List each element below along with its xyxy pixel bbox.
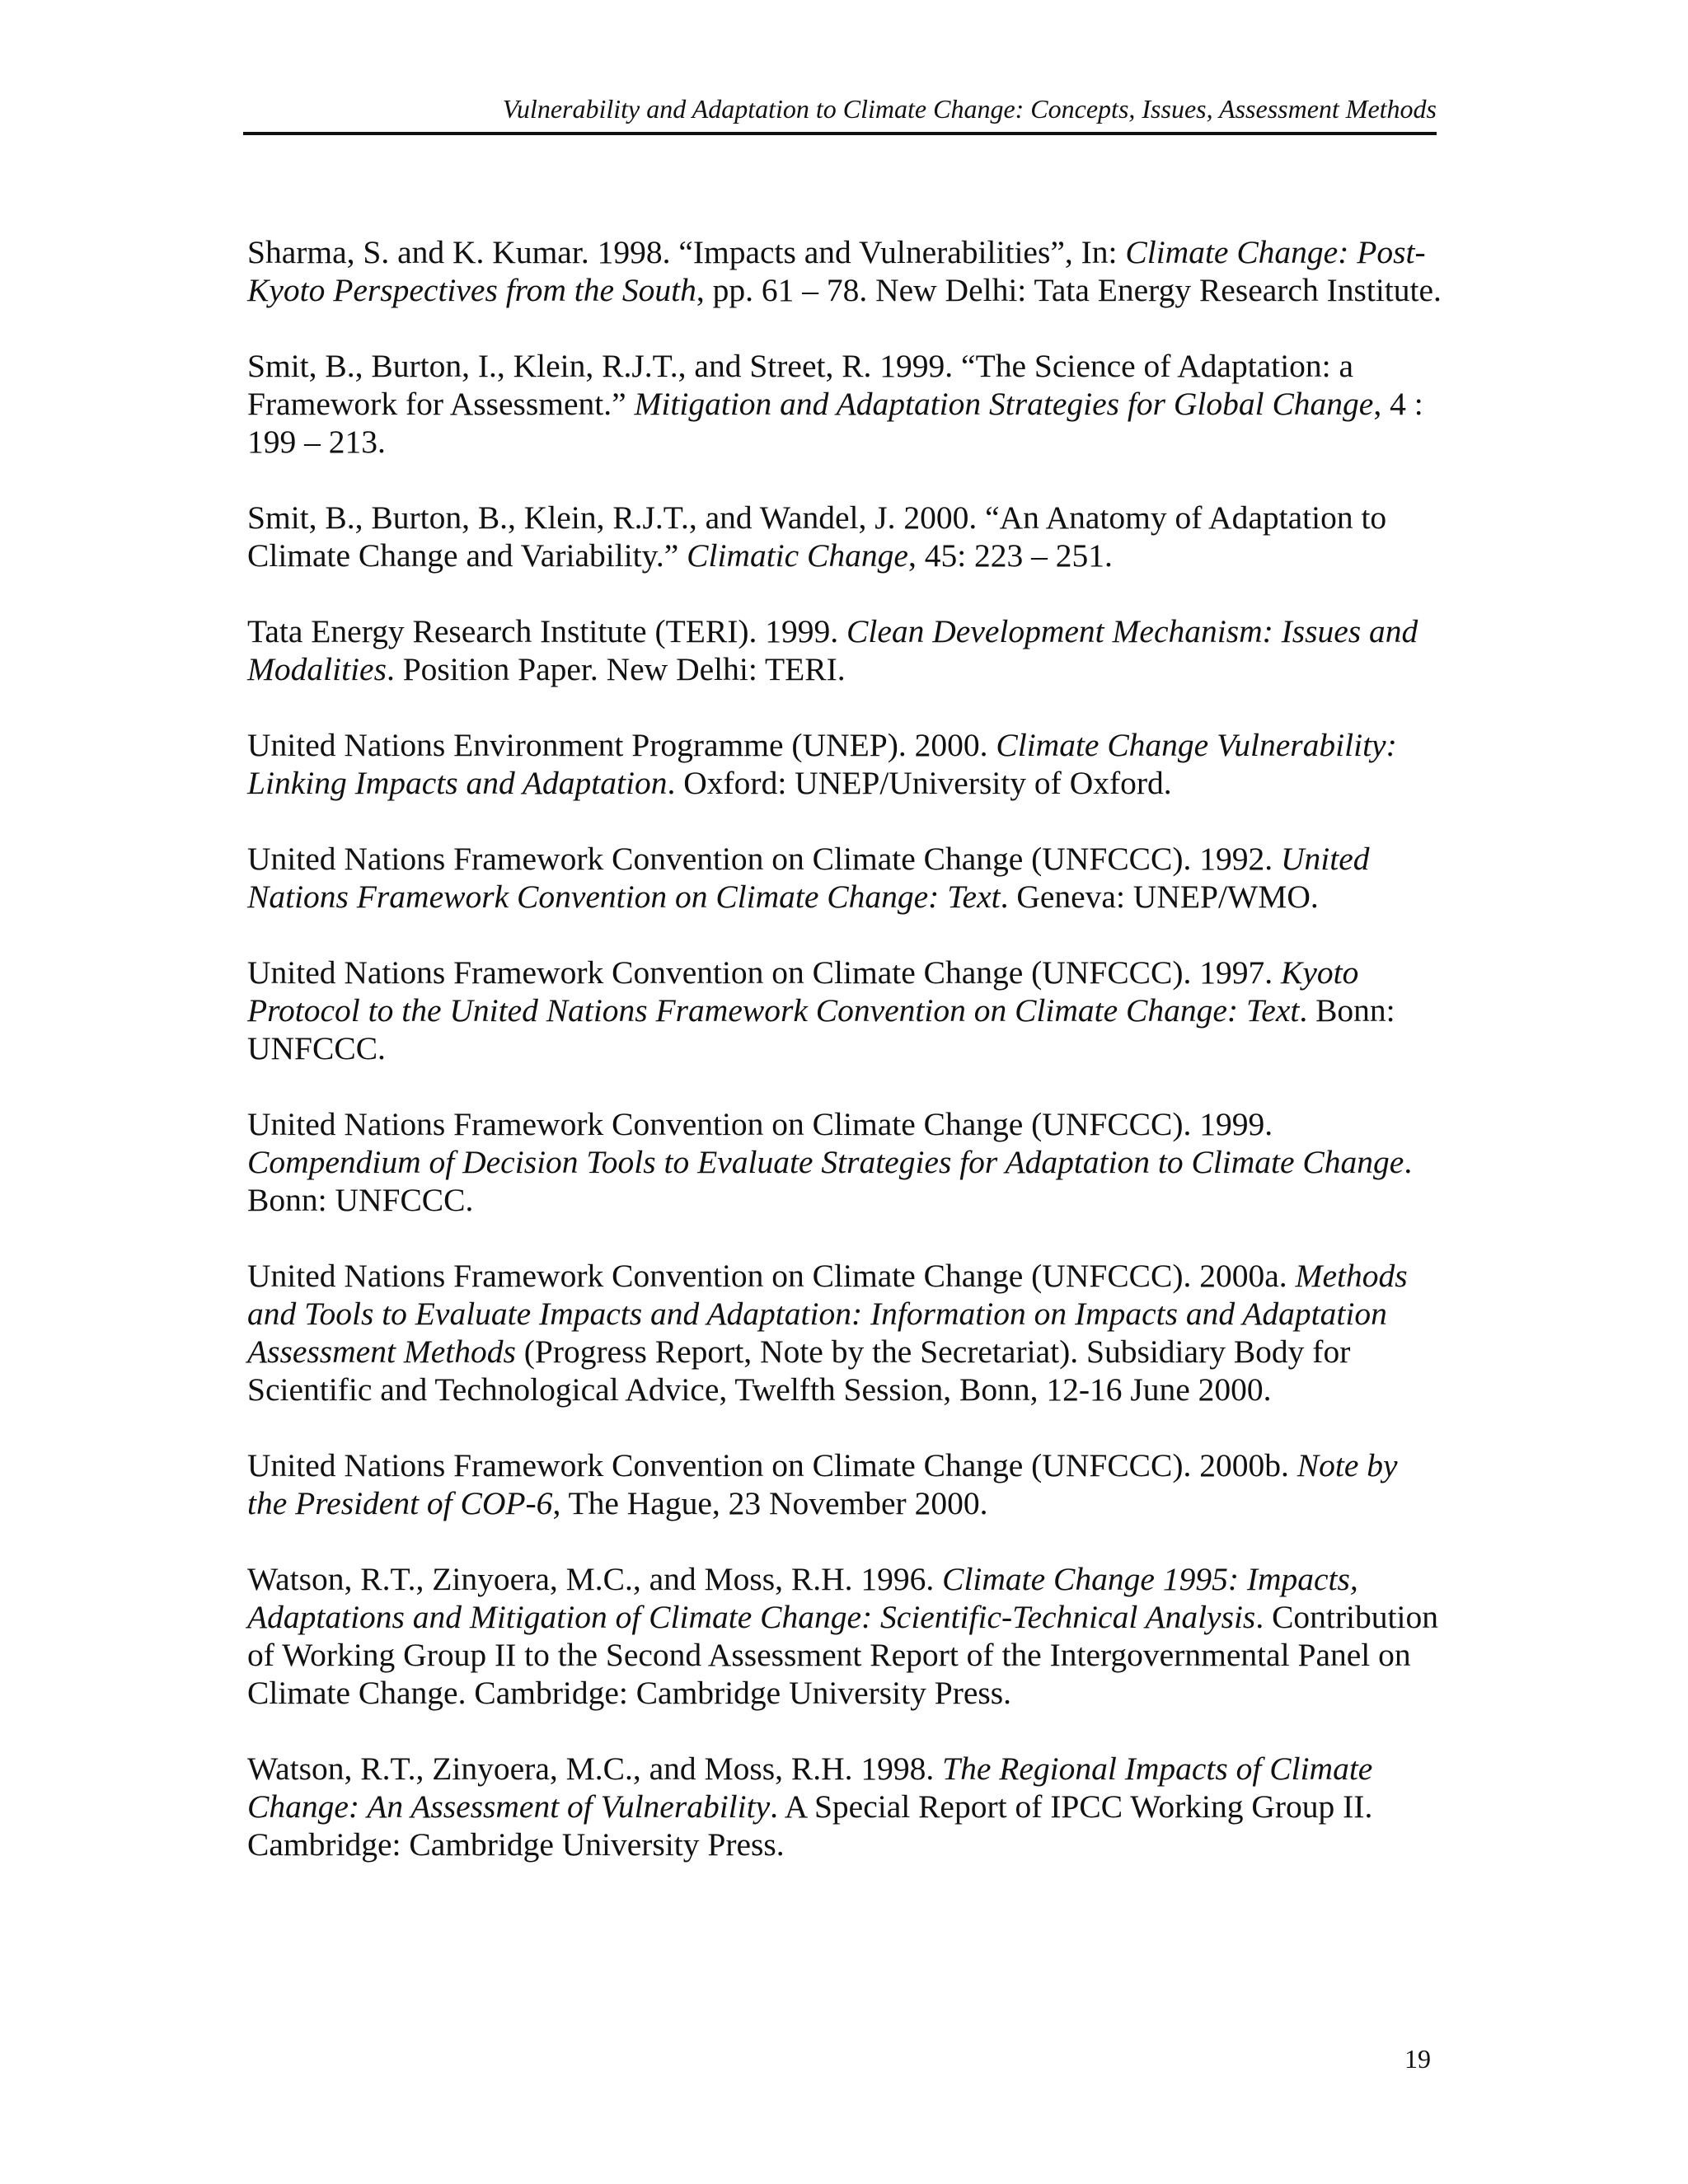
- ref-title-italic: Mitigation and Adaptation Strategies for Global Change: [634, 386, 1374, 422]
- ref-text: . Position Paper. New Delhi: TERI.: [386, 651, 846, 687]
- ref-text: United Nations Environment Programme (UNEP). 2000.: [247, 727, 996, 763]
- reference-unfccc-1999: [247, 1105, 1442, 1219]
- ref-text: . Oxford: UNEP/University of Oxford.: [667, 765, 1172, 801]
- header-rule: [243, 132, 1437, 135]
- ref-title-italic: United Nations Framework Convention on Climate Change: Text: [247, 841, 1370, 915]
- ref-title-italic: Climate Change: Post-Kyoto Perspectives from the South: [247, 234, 1426, 308]
- ref-text: Watson, R.T., Zinyoera, M.C., and Moss, R.H. 1998.: [247, 1750, 943, 1787]
- reference-smit-1999: [247, 347, 1442, 461]
- ref-text: . Bonn: UNFCCC.: [247, 992, 1395, 1066]
- ref-title-italic: Kyoto Protocol to the United Nations Framework Convention on Climate Change: Text: [247, 954, 1359, 1029]
- reference-sharma-1998: [247, 233, 1442, 309]
- ref-title-italic: The Regional Impacts of Climate Change: An Assessment of Vulnerability: [247, 1750, 1373, 1825]
- ref-title-italic: Note by the President of COP-6: [247, 1447, 1398, 1521]
- ref-title-italic: Climate Change 1995: Impacts, Adaptations and Mitigation of Climate Change: Scientific-Technical Analysis: [247, 1561, 1358, 1635]
- page-number: 19: [1404, 2044, 1431, 2074]
- ref-text: , pp. 61 – 78. New Delhi: Tata Energy Research Institute.: [696, 272, 1442, 308]
- reference-unfccc-2000b: [247, 1446, 1442, 1522]
- ref-text: Sharma, S. and K. Kumar. 1998. “Impacts and Vulnerabilities”, In:: [247, 234, 1126, 270]
- reference-watson-1996: [247, 1560, 1442, 1712]
- ref-title-italic: Clean Development Mechanism: Issues and Modalities: [247, 613, 1418, 687]
- running-header-title: Vulnerability and Adaptation to Climate Change: Concepts, Issues, Assessment Methods: [502, 94, 1437, 124]
- ref-text: Watson, R.T., Zinyoera, M.C., and Moss, R.H. 1996.: [247, 1561, 943, 1597]
- reference-unfccc-2000a: [247, 1257, 1442, 1408]
- ref-text: United Nations Framework Convention on Climate Change (UNFCCC). 1999.: [247, 1106, 1273, 1142]
- reference-list: [247, 233, 1442, 1901]
- ref-title-italic: Compendium of Decision Tools to Evaluate Strategies for Adaptation to Climate Change: [247, 1144, 1404, 1180]
- ref-text: . Contribution of Working Group II to the Second Assessment Report of the Intergovernmental Panel on Climate Change. Cambridge: Cambridge University Press.: [247, 1599, 1438, 1711]
- ref-text: , 45: 223 – 251.: [907, 537, 1113, 574]
- reference-teri-1999: [247, 612, 1442, 688]
- ref-text: (Progress Report, Note by the Secretariat). Subsidiary Body for Scientific and Technological Advice, Twelfth Session, Bonn, 12-16 June 2000.: [247, 1333, 1351, 1408]
- ref-text: . A Special Report of IPCC Working Group II. Cambridge: Cambridge University Press.: [247, 1788, 1373, 1863]
- ref-text: Smit, B., Burton, B., Klein, R.J.T., and Wandel, J. 2000. “An Anatomy of Adaptation to Climate Change and Variability.”: [247, 499, 1387, 574]
- ref-text: Tata Energy Research Institute (TERI). 1999.: [247, 613, 847, 649]
- ref-text: Smit, B., Burton, I., Klein, R.J.T., and Street, R. 1999. “The Science of Adaptation: a Framework for Assessment.”: [247, 348, 1354, 422]
- ref-text: United Nations Framework Convention on Climate Change (UNFCCC). 1992.: [247, 841, 1282, 877]
- ref-title-italic: Climatic Change: [687, 537, 908, 574]
- ref-text: . Geneva: UNEP/WMO.: [1000, 879, 1319, 915]
- reference-unep-2000: [247, 726, 1442, 802]
- reference-watson-1998: [247, 1750, 1442, 1863]
- ref-text: United Nations Framework Convention on Climate Change (UNFCCC). 2000a.: [247, 1258, 1296, 1294]
- ref-title-italic: Methods and Tools to Evaluate Impacts and Adaptation: Information on Impacts and Adaptation Assessment Methods: [247, 1258, 1408, 1370]
- ref-text: United Nations Framework Convention on Climate Change (UNFCCC). 1997.: [247, 954, 1282, 991]
- reference-smit-2000: [247, 499, 1442, 574]
- reference-unfccc-1992: [247, 840, 1442, 916]
- ref-title-italic: Climate Change Vulnerability: Linking Impacts and Adaptation: [247, 727, 1397, 801]
- reference-unfccc-1997: [247, 954, 1442, 1067]
- ref-text: United Nations Framework Convention on Climate Change (UNFCCC). 2000b.: [247, 1447, 1297, 1483]
- ref-text: , The Hague, 23 November 2000.: [552, 1485, 988, 1521]
- ref-text: , 4 : 199 – 213.: [247, 386, 1423, 460]
- ref-text: . Bonn: UNFCCC.: [247, 1144, 1413, 1218]
